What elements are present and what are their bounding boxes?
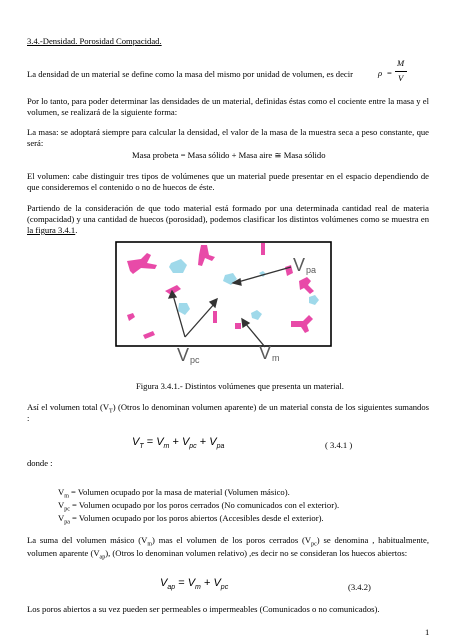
eq2-v-ap: V [160,577,168,589]
label-vm-sub: m [272,353,280,363]
porosity-diagram [113,237,361,369]
p7-sub-pc: pc [311,541,317,548]
eq1-sub-t: T [139,443,144,451]
equation-number-3-4-2: (3.4.2) [348,582,371,592]
p7-text-c: ) se denomina , habitualmente, volumen aparente (V [27,535,430,558]
def-vpc-sub: pc [64,506,70,513]
paragraph-end: . [75,225,78,235]
def-vpa-symbol: V [58,513,65,523]
equals-sign: = [387,68,392,78]
p7-text-b: ) mas el volumen de los poros cerrados (V [152,535,312,545]
equation-3-4-1 [132,436,225,451]
eq2-sub-m: m [195,584,201,592]
density-definition-text: La densidad de un material se define como la masa del mismo por unidad de volumen, es decir [27,69,353,79]
label-vpc: V [177,345,190,365]
definition-vm [58,487,290,498]
numerator-m: M [397,58,405,68]
eq1-plus-1: + [172,436,179,448]
figure-caption: Figura 3.4.1.- Distintos volúmenes que presenta un material. [136,381,344,391]
eq2-equals: = [178,577,185,589]
def-vpa-text: = Volumen ocupado por los poros abiertos (Accesibles desde el exterior). [69,513,324,523]
label-vpa: V [293,255,306,275]
definition-vpa [58,513,324,524]
denominator-v: V [398,73,404,83]
figure-link[interactable]: la figura 3.4.1 [27,225,76,235]
p6-text-a: Así el volumen total (V [27,402,110,412]
def-vm-sub: m [64,493,69,500]
paragraph-masa: La masa: se adoptará siempre para calcular la densidad, el valor de la masa de la muestra seca a peso constante, que será: [27,127,429,148]
paragraph-volumen-aparente [27,534,429,560]
eq1-equals: = [146,436,154,448]
density-formula [378,58,418,86]
eq2-sub-ap: ap [167,584,176,592]
def-vpa-sub: pa [64,519,70,526]
p6-text-b: ) (Otros lo denominan volumen aparente) de un material consta de los siguientes sumandos : [27,402,429,423]
eq2-sub-pc: pc [220,584,229,592]
eq1-sub-pc: pc [189,443,197,451]
eq1-sub-m: m [163,443,170,451]
p7-text-a: La suma del volumen másico (V [27,535,148,545]
def-vm-symbol: V [58,487,65,497]
def-vpc-text: = Volumen ocupado por los poros cerrados (No comunicados con el exterior). [69,500,340,510]
equation-number-3-4-1: ( 3.4.1 ) [325,440,353,450]
def-vm-text: = Volumen ocupado por la masa de material (Volumen másico). [68,487,290,497]
eq1-v-pc: V [181,436,190,448]
eq2-v-m: V [187,577,196,589]
eq1-plus-2: + [199,436,207,448]
eq1-v-m: V [156,436,164,448]
eq1-v-pa: V [209,436,217,448]
p7-sub-m: m [147,541,153,548]
definition-vpc [58,500,339,511]
section-heading: 3.4.-Densidad. Porosidad Compacidad. [27,36,162,46]
mass-formula: Masa probeta = Masa sólido + Masa aire ≅ Masa sólido [132,150,326,160]
paragraph-clasificacion [27,203,429,236]
paragraph-clasificacion-text: Partiendo de la consideración de que todo material está formado por una determinada cantidad real de materia (compacidad) y una cantidad de huecos (porosidad), podemos clasificar los distintos volúmenes como se muestra en [27,203,429,224]
label-vpc-sub: pc [190,355,200,365]
paragraph-volumen: El volumen: cabe distinguir tres tipos de volúmenes que un material puede presentar en el espacio dependiendo de que consideremos el contenido o no de huecos de éste. [27,171,429,192]
rho-symbol: ρ [378,68,383,78]
eq2-v-pc: V [213,577,221,589]
equation-3-4-2 [160,577,229,592]
paragraph-volumen-total [27,402,429,424]
fraction-bar [395,71,407,72]
paragraph-poros-abiertos: Los poros abiertos a su vez pueden ser permeables o impermeables (Comunicados o no comunicados). [27,604,380,614]
def-vpc-symbol: V [58,500,65,510]
label-vm: V [259,343,272,363]
label-vpa-sub: pa [306,265,317,275]
p7-sub-ap: ap [99,554,106,561]
donde-label: donde : [27,458,53,468]
eq2-plus: + [203,577,211,589]
p7-text-d: ), (Otros lo denominan volumen relativo) ,es decir no se consideran los huecos abiertos: [105,548,408,558]
paragraph-masa-volumen: Por lo tanto, para poder determinar las densidades de un material, definidas éstas como el cociente entre la masa y el volumen, se realizará de la siguiente forma: [27,96,429,117]
page-number: 1 [425,627,430,637]
figure-3-4-1 [113,237,361,369]
p6-sub-t: T [109,408,113,415]
eq1-v-total: V [132,436,140,448]
eq1-sub-pa: pa [216,443,225,451]
